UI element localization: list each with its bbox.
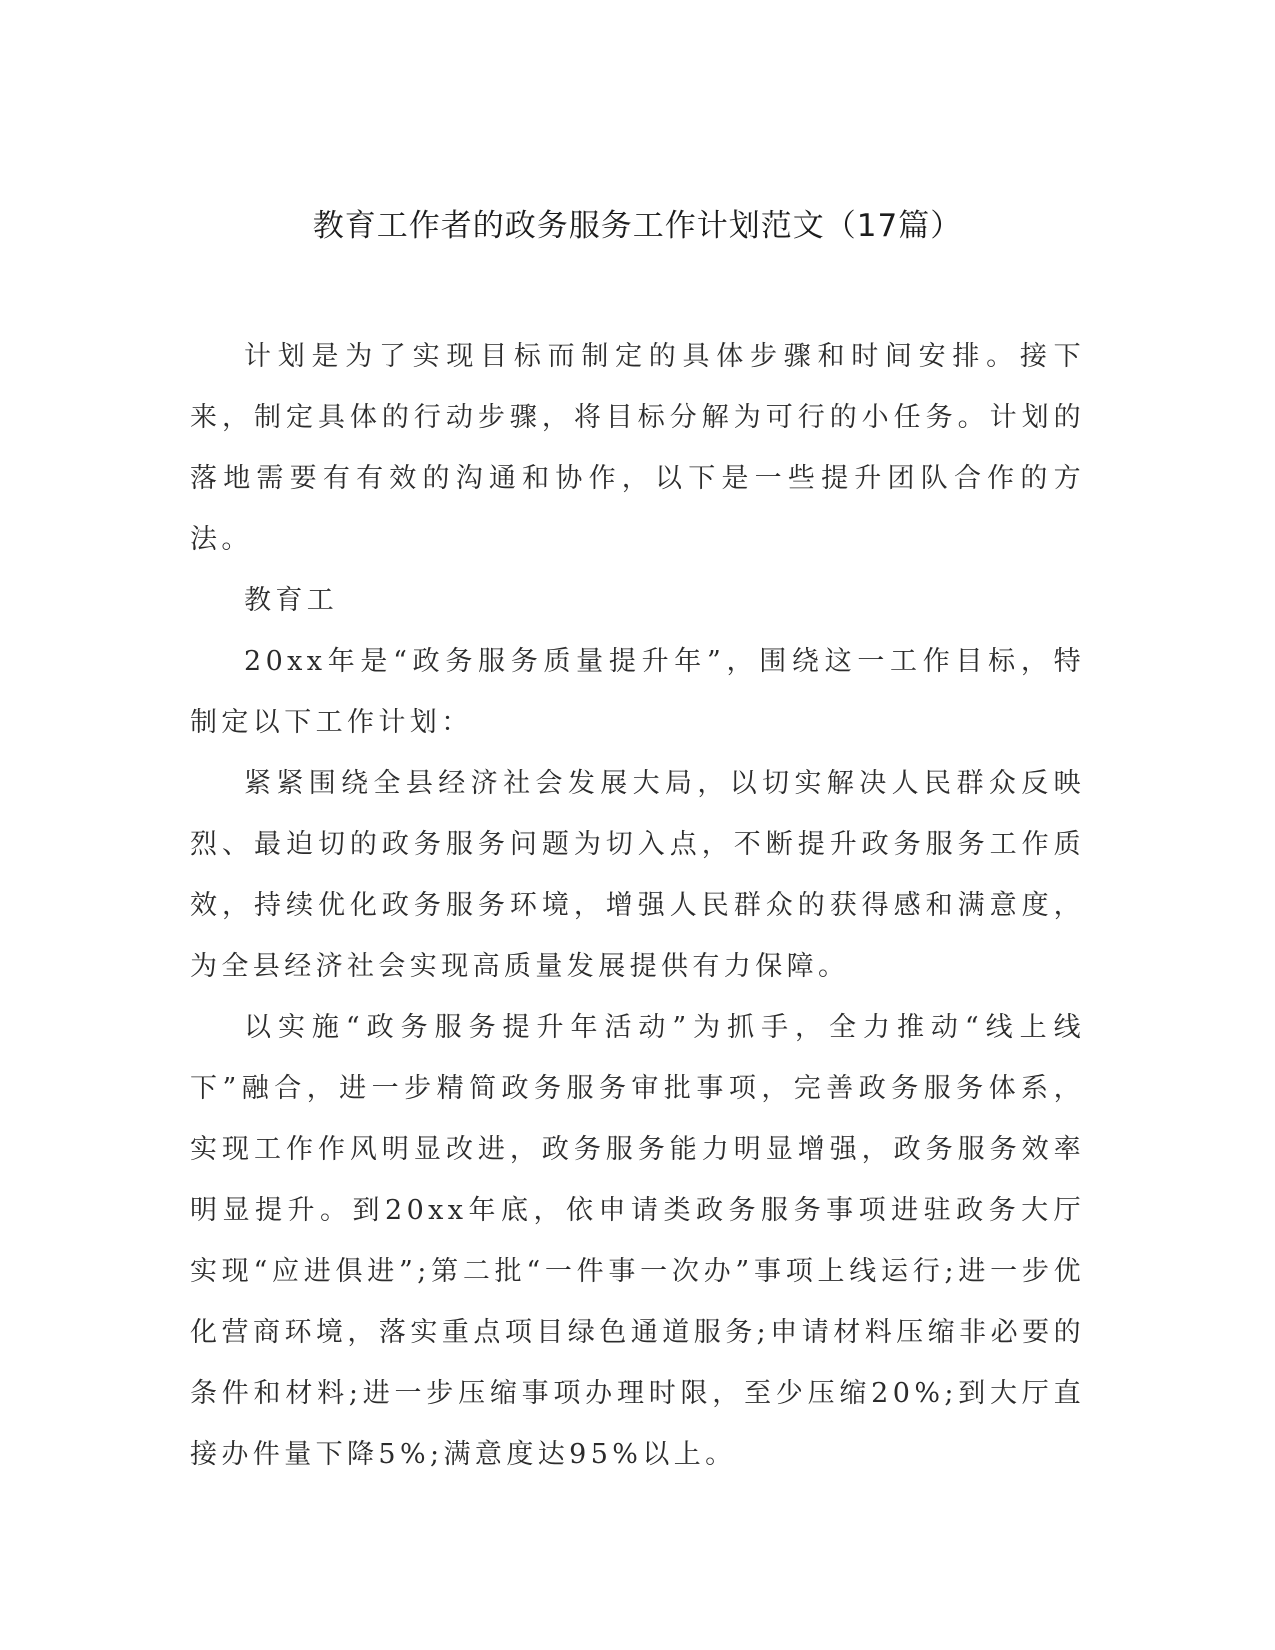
paragraph-intro: 计划是为了实现目标而制定的具体步骤和时间安排。接下来，制定具体的行动步骤，将目标分解为可行的小任务。计划的落地需要有有效的沟通和协作，以下是一些提升团队合作的方法。	[190, 341, 1085, 555]
paragraph-goals: 以实施“政务服务提升年活动”为抓手，全力推动“线上线下”融合，进一步精简政务服务审批事项，完善政务服务体系，实现工作作风明显改进，政务服务能力明显增强，政务服务效率明显提升。到20xx年底，依申请类政务服务事项进驻政务大厅实现“应进俱进”;第二批“一件事一次办”事项上线运行;进一步优化营商环境，落实重点项目绿色通道服务;申请材料压缩非必要的条件和材料;进一步压缩事项办理时限，至少压缩20%;到大厅直接办件量下降5%;满意度达95%以上。	[190, 1012, 1085, 1470]
paragraph-heading-fragment: 教育工	[244, 585, 339, 616]
document-body	[190, 326, 1085, 1485]
document-title: 教育工作者的政务服务工作计划范文（17篇）	[312, 208, 963, 244]
paragraph-plan-statement: 20xx年是“政务服务质量提升年”，围绕这一工作目标，特制定以下工作计划：	[190, 646, 1085, 738]
paragraph-guiding-principle: 紧紧围绕全县经济社会发展大局，以切实解决人民群众反映烈、最迫切的政务服务问题为切入点，不断提升政务服务工作质效，持续优化政务服务环境，增强人民群众的获得感和满意度，为全县经济社会实现高质量发展提供有力保障。	[190, 768, 1085, 982]
